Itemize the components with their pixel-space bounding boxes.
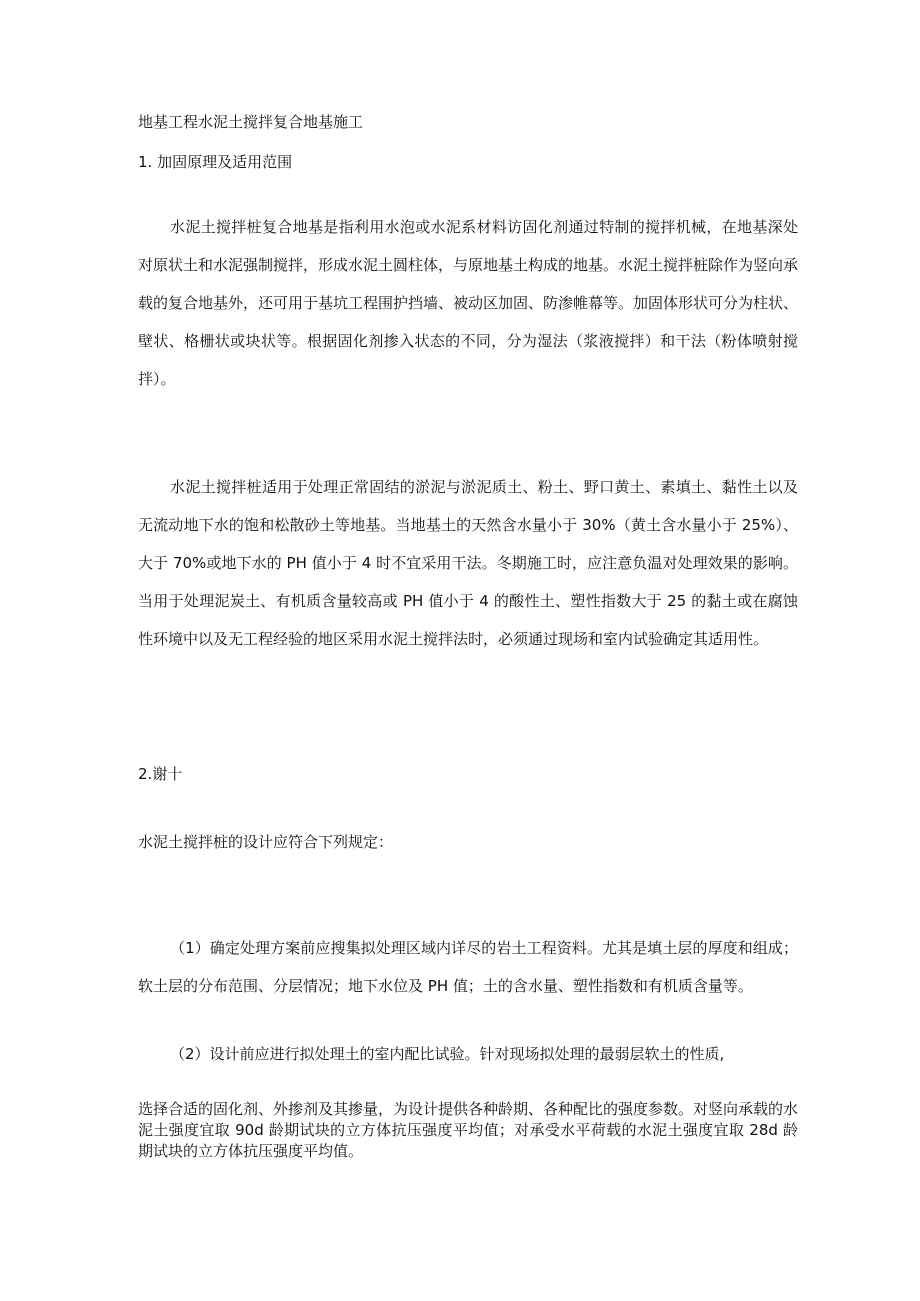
paragraph-reinforcement-principle: 水泥土搅拌桩复合地基是指利用水泡或水泥系材料访固化剂通过特制的搅拌机械，在地基深处对原状土和水泥强制搅拌，形成水泥土圆柱体，与原地基土构成的地基。水泥土搅拌桩除作为竖向承载的复合地基外，还可用于基坑工程围护挡墙、被动区加固、防渗帷幕等。加固体形状可分为柱状、壁状、格栅状或块状等。根据固化剂掺入状态的不同，分为湿法（浆液搅拌）和干法（粉体喷射搅拌）。 [138, 218, 799, 388]
design-rule-item-2-continued: 选择合适的固化剂、外掺剂及其掺量，为设计提供各种龄期、各种配比的强度参数。对竖向承载的水泥土强度宜取 90d 龄期试块的立方体抗压强度平均值；对承受水平荷载的水泥土强度宜取 28d 龄期试块的立方体抗压强度平均值。 [138, 1100, 799, 1160]
design-rule-item-2-first-line: （2）设计前应进行拟处理土的室内配比试验。针对现场拟处理的最弱层软土的性质, [170, 1045, 725, 1063]
paragraph-applicable-scope: 水泥土搅拌桩适用于处理正常固结的淤泥与淤泥质土、粉土、野口黄土、素填土、黏性土以及无流动地下水的饱和松散砂土等地基。当地基土的天然含水量小于 30%（黄土含水量小于 25%）、大于 70%或地下水的 PH 值小于 4 时不宜采用干法。冬期施工时，应注意负温对处理效果的影响。当用于处理泥炭土、有机质含量较高或 PH 值小于 4 的酸性土、塑性指数大于 25 的黏土或在腐蚀性环境中以及无工程经验的地区采用水泥土搅拌法时，必须通过现场和室内试验确定其适用性。 [138, 478, 798, 648]
design-rules-intro: 水泥土搅拌桩的设计应符合下列规定： [138, 833, 394, 851]
document-title: 地基工程水泥土搅拌复合地基施工 [138, 113, 364, 131]
section-1-heading: 1. 加固原理及适用范围 [138, 153, 293, 171]
design-rule-item-1: （1）确定处理方案前应搜集拟处理区域内详尽的岩土工程资料。尤其是填土层的厚度和组成；软土层的分布范围、分层情况；地下水位及 PH 值；土的含水量、塑性指数和有机质含量等。 [138, 939, 798, 995]
section-2-heading: 2.谢十 [138, 765, 183, 783]
